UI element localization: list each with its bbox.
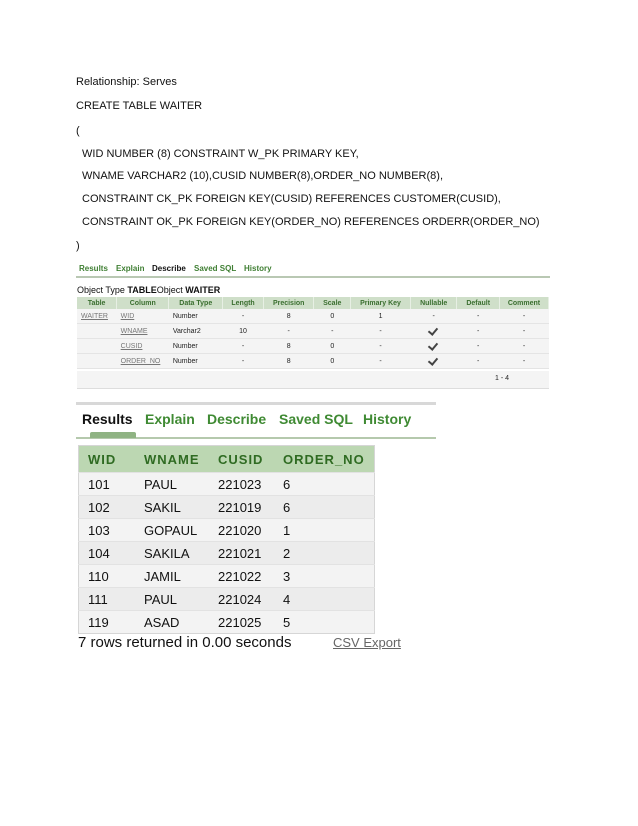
- cell-column[interactable]: ORDER_NO: [117, 354, 169, 369]
- cell-wname: PAUL: [135, 588, 209, 611]
- cell-data-type: Number: [169, 354, 223, 369]
- cell-wname: PAUL: [135, 473, 209, 496]
- cell-column[interactable]: WID: [117, 309, 169, 324]
- cell-order-no: 4: [274, 588, 374, 611]
- cell-table: [77, 339, 117, 354]
- cell-nullable: [410, 324, 456, 339]
- table-row: [79, 588, 375, 611]
- object-name-value: WAITER: [185, 285, 221, 295]
- cell-wid: 104: [79, 542, 136, 565]
- object-info: [77, 285, 220, 295]
- tab-history[interactable]: History: [244, 264, 272, 273]
- cell-comment: -: [499, 354, 548, 369]
- cell-wname: GOPAUL: [135, 519, 209, 542]
- cell-precision: -: [263, 324, 314, 339]
- cell-wname: SAKIL: [135, 496, 209, 519]
- cell-wid: 119: [79, 611, 136, 634]
- csv-export-link[interactable]: CSV Export: [333, 635, 401, 650]
- tab-describe[interactable]: Describe: [152, 264, 186, 273]
- object-label: Object: [156, 285, 183, 295]
- cell-cusid: 221024: [209, 588, 274, 611]
- tab-describe[interactable]: Describe: [207, 411, 267, 427]
- cell-wid: 103: [79, 519, 136, 542]
- cell-order-no: 3: [274, 565, 374, 588]
- col-header-column: Column: [117, 297, 169, 309]
- sql-line-fk-order: CONSTRAINT OK_PK FOREIGN KEY(ORDER_NO) REFERENCES ORDERR(ORDER_NO): [82, 216, 540, 228]
- tab-saved-sql[interactable]: Saved SQL: [279, 411, 353, 427]
- rows-returned-status: 7 rows returned in 0.00 seconds: [78, 634, 292, 651]
- cell-nullable: [410, 354, 456, 369]
- table-row: [77, 324, 549, 339]
- tab-explain[interactable]: Explain: [116, 264, 145, 273]
- describe-screenshot: [76, 261, 550, 389]
- cell-scale: 0: [314, 354, 351, 369]
- tab-saved-sql[interactable]: Saved SQL: [194, 264, 237, 273]
- cell-cusid: 221022: [209, 565, 274, 588]
- cell-precision: 8: [263, 339, 314, 354]
- cell-order-no: 5: [274, 611, 374, 634]
- cell-data-type: Number: [169, 309, 223, 324]
- checkmark-icon: [429, 325, 439, 335]
- close-paren-line: ): [76, 240, 80, 252]
- table-row: [77, 309, 549, 324]
- row-range: 1 - 4: [494, 375, 509, 382]
- col-header-precision: Precision: [263, 297, 314, 309]
- col-header-wid: WID: [79, 446, 136, 473]
- cell-primary-key: -: [351, 324, 411, 339]
- cell-comment: -: [499, 324, 548, 339]
- cell-cusid: 221023: [209, 473, 274, 496]
- cell-scale: -: [314, 324, 351, 339]
- sql-line-fk-cusid: CONSTRAINT CK_PK FOREIGN KEY(CUSID) REFERENCES CUSTOMER(CUSID),: [82, 193, 501, 205]
- results-screenshot: [76, 402, 438, 657]
- cell-nullable: [410, 339, 456, 354]
- cell-cusid: 221019: [209, 496, 274, 519]
- cell-column[interactable]: WNAME: [117, 324, 169, 339]
- cell-cusid: 221025: [209, 611, 274, 634]
- tab-explain[interactable]: Explain: [145, 411, 195, 427]
- cell-order-no: 1: [274, 519, 374, 542]
- describe-tab-bar: [76, 261, 550, 278]
- describe-table: [77, 297, 549, 369]
- describe-footer: [77, 371, 549, 389]
- col-header-wname: WNAME: [135, 446, 209, 473]
- checkmark-icon: [429, 340, 439, 350]
- results-table: [78, 445, 375, 634]
- cell-wname: SAKILA: [135, 542, 209, 565]
- relationship-label: Relationship: Serves: [76, 76, 177, 88]
- cell-scale: 0: [314, 339, 351, 354]
- table-row: [77, 339, 549, 354]
- col-header-default: Default: [457, 297, 500, 309]
- cell-column[interactable]: CUSID: [117, 339, 169, 354]
- cell-length: 10: [223, 324, 264, 339]
- col-header-data-type: Data Type: [169, 297, 223, 309]
- sql-line-wid: WID NUMBER (8) CONSTRAINT W_PK PRIMARY KEY,: [82, 148, 359, 160]
- results-tab-bar: [76, 402, 436, 439]
- cell-order-no: 2: [274, 542, 374, 565]
- cell-wid: 111: [79, 588, 136, 611]
- cell-default: -: [457, 324, 500, 339]
- cell-scale: 0: [314, 309, 351, 324]
- sql-line-columns: WNAME VARCHAR2 (10),CUSID NUMBER(8),ORDER_NO NUMBER(8),: [82, 170, 443, 182]
- table-row: [79, 519, 375, 542]
- table-row: [79, 565, 375, 588]
- checkmark-icon: [429, 355, 439, 365]
- cell-default: -: [457, 339, 500, 354]
- cell-wid: 101: [79, 473, 136, 496]
- cell-length: -: [223, 339, 264, 354]
- active-tab-indicator: [90, 432, 136, 438]
- cell-precision: 8: [263, 309, 314, 324]
- cell-default: -: [457, 309, 500, 324]
- cell-comment: -: [499, 339, 548, 354]
- cell-default: -: [457, 354, 500, 369]
- cell-comment: -: [499, 309, 548, 324]
- col-header-nullable: Nullable: [410, 297, 456, 309]
- col-header-cusid: CUSID: [209, 446, 274, 473]
- tab-history[interactable]: History: [363, 411, 412, 427]
- col-header-length: Length: [223, 297, 264, 309]
- col-header-scale: Scale: [314, 297, 351, 309]
- table-row: [79, 611, 375, 634]
- cell-wname: JAMIL: [135, 565, 209, 588]
- open-paren-line: (: [76, 125, 80, 137]
- describe-header-row: [77, 297, 549, 309]
- cell-table: [77, 354, 117, 369]
- col-header-primary-key: Primary Key: [351, 297, 411, 309]
- cell-order-no: 6: [274, 496, 374, 519]
- cell-wname: ASAD: [135, 611, 209, 634]
- table-row: [79, 473, 375, 496]
- tab-results[interactable]: Results: [82, 411, 133, 427]
- cell-primary-key: 1: [351, 309, 411, 324]
- table-row: [79, 496, 375, 519]
- cell-length: -: [223, 354, 264, 369]
- cell-wid: 102: [79, 496, 136, 519]
- table-row: [77, 354, 549, 369]
- cell-nullable: -: [410, 309, 456, 324]
- col-header-comment: Comment: [499, 297, 548, 309]
- cell-cusid: 221020: [209, 519, 274, 542]
- cell-primary-key: -: [351, 354, 411, 369]
- cell-primary-key: -: [351, 339, 411, 354]
- cell-data-type: Number: [169, 339, 223, 354]
- col-header-order-no: ORDER_NO: [274, 446, 374, 473]
- cell-precision: 8: [263, 354, 314, 369]
- tab-results[interactable]: Results: [79, 264, 108, 273]
- create-table-line: CREATE TABLE WAITER: [76, 100, 203, 112]
- results-header-row: [79, 446, 375, 473]
- cell-cusid: 221021: [209, 542, 274, 565]
- col-header-table: Table: [77, 297, 117, 309]
- cell-table[interactable]: WAITER: [77, 309, 117, 324]
- cell-order-no: 6: [274, 473, 374, 496]
- cell-length: -: [223, 309, 264, 324]
- cell-data-type: Varchar2: [169, 324, 223, 339]
- cell-wid: 110: [79, 565, 136, 588]
- object-type-value: TABLE: [127, 285, 157, 295]
- cell-table: [77, 324, 117, 339]
- table-row: [79, 542, 375, 565]
- object-type-label: Object Type: [77, 285, 125, 295]
